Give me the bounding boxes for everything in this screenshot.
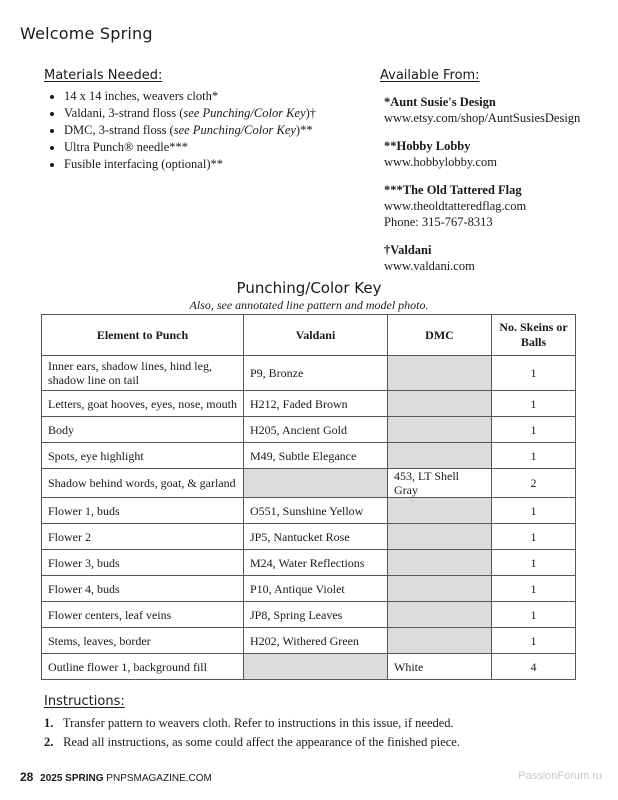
cell-element: Body: [42, 417, 244, 443]
cell-element: Shadow behind words, goat, & garland: [42, 469, 244, 498]
cell-quantity: 1: [492, 391, 576, 417]
source-block: [384, 242, 604, 274]
cell-valdani: M49, Subtle Elegance: [244, 443, 388, 469]
key-table-body: [42, 356, 576, 680]
cell-quantity: 1: [492, 628, 576, 654]
cell-valdani: M24, Water Reflections: [244, 550, 388, 576]
cell-dmc: [388, 550, 492, 576]
cell-dmc: [388, 498, 492, 524]
table-row: [42, 498, 576, 524]
cell-quantity: 1: [492, 498, 576, 524]
cell-valdani: [244, 469, 388, 498]
page-number: 28: [20, 770, 34, 784]
table-row: [42, 654, 576, 680]
table-row: [42, 576, 576, 602]
source-name: *Aunt Susie's Design: [384, 95, 496, 109]
materials-heading: Materials Needed:: [44, 68, 163, 83]
cell-element: Flower centers, leaf veins: [42, 602, 244, 628]
material-item: [64, 122, 364, 139]
cell-quantity: 4: [492, 654, 576, 680]
footer-season: 2025 SPRING: [40, 773, 104, 784]
cell-quantity: 1: [492, 576, 576, 602]
cell-valdani: [244, 654, 388, 680]
material-text: Valdani, 3-strand floss (: [64, 106, 184, 120]
cell-element: Flower 4, buds: [42, 576, 244, 602]
cell-element: Flower 2: [42, 524, 244, 550]
instruction-step: [44, 714, 584, 733]
cell-valdani: P10, Antique Violet: [244, 576, 388, 602]
cell-quantity: 2: [492, 469, 576, 498]
footer-site: PNPSMAGAZINE.COM: [106, 773, 212, 784]
source-detail: Phone: 315-767-8313: [384, 215, 493, 229]
material-text: Ultra Punch® needle***: [64, 140, 189, 154]
source-name: †Valdani: [384, 243, 432, 257]
cell-dmc: White: [388, 654, 492, 680]
header-dmc: DMC: [388, 315, 492, 356]
cell-element: Flower 3, buds: [42, 550, 244, 576]
source-detail: www.theoldtatteredflag.com: [384, 199, 527, 213]
cell-valdani: H205, Ancient Gold: [244, 417, 388, 443]
instructions-list: [44, 714, 584, 752]
step-text: Transfer pattern to weavers cloth. Refer to instructions in this issue, if needed.: [62, 716, 454, 730]
source-detail: www.valdani.com: [384, 259, 475, 273]
material-item: [64, 88, 364, 105]
header-valdani: Valdani: [244, 315, 388, 356]
cell-element: Letters, goat hooves, eyes, nose, mouth: [42, 391, 244, 417]
cell-valdani: H202, Withered Green: [244, 628, 388, 654]
table-header-row: [42, 315, 576, 356]
source-name: ***The Old Tattered Flag: [384, 183, 522, 197]
available-heading: Available From:: [380, 68, 480, 83]
footer: [20, 770, 212, 784]
cell-dmc: [388, 524, 492, 550]
cell-valdani: H212, Faded Brown: [244, 391, 388, 417]
table-row: [42, 469, 576, 498]
source-block: [384, 182, 604, 230]
table-row: [42, 628, 576, 654]
cell-quantity: 1: [492, 550, 576, 576]
cell-quantity: 1: [492, 524, 576, 550]
table-row: [42, 443, 576, 469]
instruction-step: [44, 733, 584, 752]
cell-dmc: [388, 576, 492, 602]
material-text: Fusible interfacing (optional)**: [64, 157, 223, 171]
source-block: [384, 138, 604, 170]
cell-valdani: JP8, Spring Leaves: [244, 602, 388, 628]
material-text: 14 x 14 inches, weavers cloth*: [64, 89, 219, 103]
source-block: [384, 94, 604, 126]
table-row: [42, 550, 576, 576]
cell-quantity: 1: [492, 602, 576, 628]
cell-dmc: [388, 356, 492, 391]
table-row: [42, 602, 576, 628]
key-title: Punching/Color Key: [236, 279, 382, 297]
cell-quantity: 1: [492, 443, 576, 469]
material-suffix: )†: [305, 106, 317, 120]
header-quantity: No. Skeins or Balls: [492, 315, 576, 356]
step-number: 2.: [44, 735, 54, 749]
material-text: DMC, 3-strand floss (: [64, 123, 174, 137]
header-element: Element to Punch: [42, 315, 244, 356]
cell-dmc: [388, 602, 492, 628]
cell-valdani: O551, Sunshine Yellow: [244, 498, 388, 524]
cell-dmc: [388, 628, 492, 654]
cell-element: Inner ears, shadow lines, hind leg, shadow line on tail: [42, 356, 244, 391]
instructions-heading: Instructions:: [44, 694, 125, 709]
material-ref: see Punching/Color Key: [183, 106, 306, 120]
step-text: Read all instructions, as some could affect the appearance of the finished piece.: [63, 735, 460, 749]
cell-dmc: [388, 443, 492, 469]
table-row: [42, 417, 576, 443]
material-item: [64, 156, 364, 173]
cell-valdani: JP5, Nantucket Rose: [244, 524, 388, 550]
cell-quantity: 1: [492, 417, 576, 443]
step-number: 1.: [44, 716, 54, 730]
material-ref: see Punching/Color Key: [173, 123, 296, 137]
cell-element: Outline flower 1, background fill: [42, 654, 244, 680]
key-subtitle: Also, see annotated line pattern and model photo.: [189, 298, 429, 312]
cell-dmc: [388, 417, 492, 443]
color-key-table: [41, 314, 576, 680]
cell-dmc: [388, 391, 492, 417]
materials-list: [44, 88, 364, 173]
source-detail: www.hobbylobby.com: [384, 155, 497, 169]
material-item: [64, 139, 364, 156]
cell-element: Spots, eye highlight: [42, 443, 244, 469]
table-row: [42, 356, 576, 391]
watermark: PassionForum.ru: [518, 770, 602, 782]
table-row: [42, 391, 576, 417]
cell-valdani: P9, Bronze: [244, 356, 388, 391]
material-suffix: )**: [295, 123, 313, 137]
cell-dmc: 453, LT Shell Gray: [388, 469, 492, 498]
material-item: [64, 105, 364, 122]
cell-quantity: 1: [492, 356, 576, 391]
source-name: **Hobby Lobby: [384, 139, 471, 153]
cell-element: Flower 1, buds: [42, 498, 244, 524]
page-title: Welcome Spring: [20, 24, 153, 43]
table-row: [42, 524, 576, 550]
cell-element: Stems, leaves, border: [42, 628, 244, 654]
source-detail: www.etsy.com/shop/AuntSusiesDesign: [384, 111, 581, 125]
sources-list: [384, 94, 604, 286]
